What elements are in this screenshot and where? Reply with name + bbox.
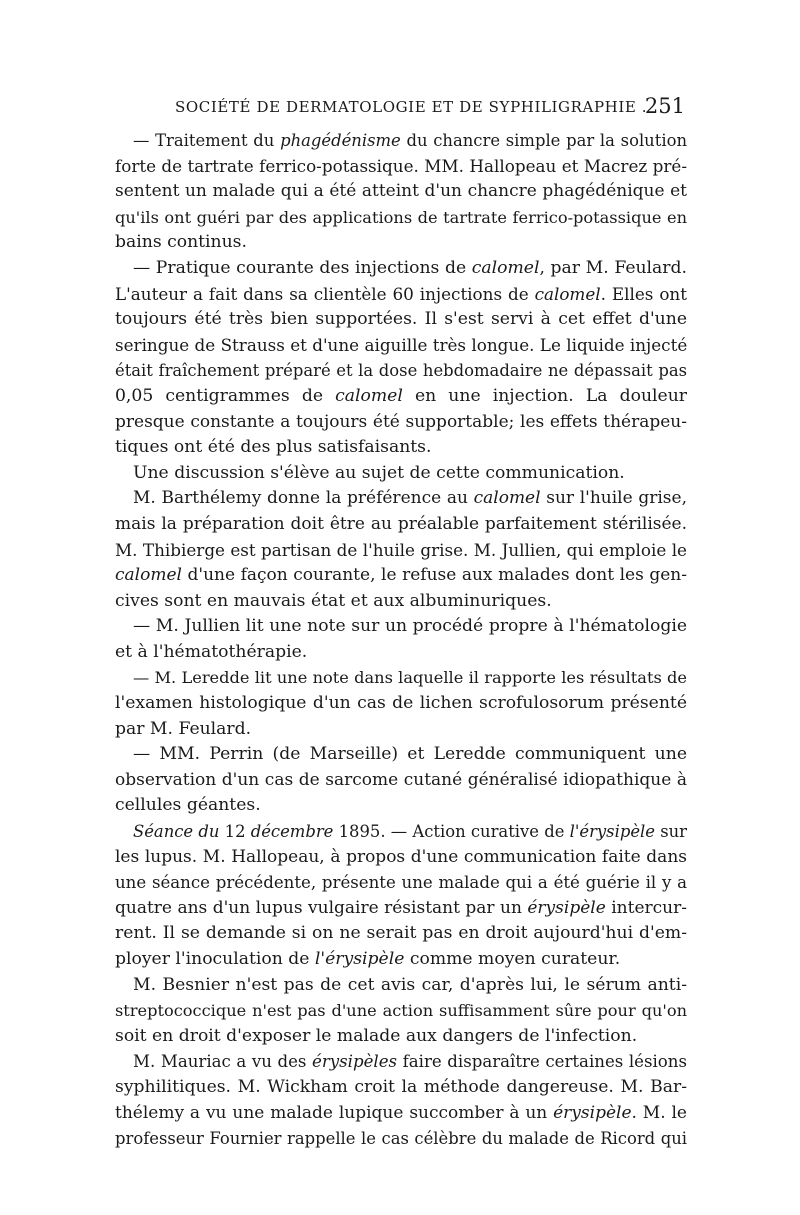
text-line — [115, 870, 687, 896]
text-line — [115, 1075, 687, 1101]
text-line — [115, 589, 687, 615]
text-segment: sur l'huile grise, — [540, 488, 687, 509]
text-segment: comme moyen curateur. — [404, 949, 621, 969]
text-segment: — M. Leredde lit une note dans laquelle il rapporte les résultats de — [133, 668, 687, 688]
text-line — [115, 435, 687, 461]
text-line — [115, 563, 687, 589]
text-segment: sentent un malade qui a été atteint d'un chancre phagédénique et — [115, 181, 687, 202]
text-segment: ployer l'inoculation de — [115, 949, 315, 969]
italic-text-segment: calomel — [115, 565, 182, 586]
text-line — [115, 486, 687, 512]
text-line — [115, 256, 687, 282]
text-segment: . Elles ont — [600, 283, 687, 304]
text-segment: toujours été très bien supportées. Il s'est servi à cet effet d'une — [115, 309, 687, 330]
text-line — [115, 384, 687, 410]
text-segment: une séance précédente, présente une malade qui a été guérie il y a — [115, 873, 687, 893]
text-segment: sur — [654, 822, 688, 842]
text-line — [115, 358, 687, 384]
text-line — [115, 614, 687, 640]
text-segment: , par M. Feulard. — [539, 257, 687, 278]
text-line — [115, 307, 687, 333]
text-segment: Une discussion s'élève au sujet de cette communication. — [133, 462, 625, 483]
italic-text-segment: Séance du — [133, 822, 220, 842]
italic-text-segment: érysipèle — [527, 897, 606, 918]
text-segment: M. Thibierge est partisan de l'huile grise. M. Jullien, qui emploie le — [115, 539, 687, 560]
italic-text-segment: calomel — [335, 385, 403, 406]
text-line — [115, 845, 687, 871]
text-line — [115, 538, 687, 564]
text-segment: était fraîchement préparé et la dose hebdomadaire ne dépassait pas — [115, 361, 687, 381]
text-segment: intercur- — [605, 897, 687, 918]
text-line — [115, 819, 687, 845]
running-title: SOCIÉTÉ DE DERMATOLOGIE ET DE SYPHILIGRAPHIE . — [175, 98, 648, 116]
running-head — [115, 96, 685, 122]
text-line — [115, 691, 687, 717]
text-segment: qu'ils ont guéri par des applications de tartrate ferrico-potassique en — [115, 207, 687, 227]
italic-text-segment: érysipèle — [553, 1102, 632, 1123]
text-segment: presque constante a toujours été supportable; les effets thérapeu- — [115, 411, 687, 432]
italic-text-segment: calomel — [471, 257, 540, 278]
text-segment: et à l'hématothérapie. — [115, 641, 308, 662]
text-line — [115, 1024, 687, 1050]
text-segment: professeur Fournier rappelle le cas célèbre du malade de Ricord qui — [115, 1129, 687, 1149]
text-line — [115, 1049, 687, 1075]
text-line — [115, 768, 687, 794]
text-segment: du chancre simple par la solution — [400, 131, 687, 150]
italic-text-segment: calomel — [473, 488, 541, 509]
text-segment: les lupus. M. Hallopeau, à propos d'une communication faite dans — [115, 846, 687, 867]
text-line — [115, 410, 687, 436]
text-segment: cives sont en mauvais état et aux albuminuriques. — [115, 590, 552, 611]
text-segment: — Pratique courante des injections de — [133, 257, 472, 278]
text-segment: 1895. — Action curative de — [333, 822, 570, 842]
text-line — [115, 333, 687, 359]
text-line — [115, 128, 687, 154]
italic-text-segment: calomel — [534, 283, 601, 304]
italic-text-segment: érysipèles — [312, 1052, 398, 1072]
text-line — [115, 793, 687, 819]
text-segment: M. Mauriac a vu des — [133, 1052, 312, 1072]
text-segment: tiques ont été des plus satisfaisants. — [115, 437, 432, 458]
text-line — [115, 665, 687, 691]
text-line — [115, 154, 687, 180]
text-segment: L'auteur a fait dans sa clientèle 60 injections de — [115, 283, 535, 304]
body-text — [115, 128, 687, 1152]
text-segment: faire disparaître certaines lésions — [397, 1052, 687, 1072]
italic-text-segment: l'érysipèle — [314, 949, 405, 969]
text-segment: rent. Il se demande si on ne serait pas en droit aujourd'hui d'em- — [115, 923, 687, 944]
text-line — [115, 947, 687, 973]
text-segment: observation d'un cas de sarcome cutané généralisé idiopathique à — [115, 769, 687, 790]
page-number: 251 — [644, 94, 685, 118]
text-line — [115, 461, 687, 487]
text-line — [115, 179, 687, 205]
text-segment: syphilitiques. M. Wickham croit la méthode dangereuse. M. Bar- — [115, 1076, 687, 1097]
text-segment: . M. le — [631, 1102, 687, 1123]
text-line — [115, 973, 687, 999]
text-segment: — Traitement du — [133, 131, 281, 150]
text-line — [115, 282, 687, 308]
text-line — [115, 717, 687, 743]
text-segment: streptococcique n'est pas d'une action suffisamment sûre pour qu'on — [115, 1001, 687, 1021]
text-segment: bains continus. — [115, 232, 247, 253]
text-segment: d'une façon courante, le refuse aux malades dont les gen- — [181, 565, 687, 586]
text-line — [115, 1126, 687, 1152]
text-line — [115, 998, 687, 1024]
text-segment: seringue de Strauss et d'une aiguille très longue. Le liquide injecté — [115, 334, 688, 355]
text-segment: l'examen histologique d'un cas de lichen scrofulosorum présenté — [115, 693, 687, 714]
text-segment: — M. Jullien lit une note sur un procédé propre à l'hématologie — [133, 616, 687, 637]
italic-text-segment: phagédénisme — [280, 131, 401, 150]
text-segment: 0,05 centigrammes de — [115, 385, 336, 406]
text-segment: M. Barthélemy donne la préférence au — [133, 488, 474, 509]
italic-text-segment: décembre — [250, 822, 334, 842]
text-line — [115, 896, 687, 922]
text-segment: — MM. Perrin (de Marseille) et Leredde communiquent une — [133, 744, 687, 765]
text-line — [115, 742, 687, 768]
text-segment: soit en droit d'exposer le malade aux dangers de l'infection. — [115, 1025, 638, 1046]
italic-text-segment: l'érysipèle — [569, 822, 655, 842]
text-segment: forte de tartrate ferrico-potassique. MM. Hallopeau et Macrez pré- — [115, 155, 687, 176]
text-segment: par M. Feulard. — [115, 718, 252, 739]
text-line — [115, 205, 687, 231]
text-segment: thélemy a vu une malade lupique succomber à un — [115, 1102, 554, 1123]
text-segment: cellules géantes. — [115, 795, 261, 816]
text-segment: 12 — [219, 822, 251, 842]
text-segment: quatre ans d'un lupus vulgaire résistant par un — [115, 897, 528, 918]
text-line — [115, 512, 687, 538]
text-line — [115, 640, 687, 666]
text-segment: mais la préparation doit être au préalable parfaitement stérilisée. — [115, 513, 687, 534]
text-segment: en une injection. La douleur — [402, 385, 687, 406]
text-line — [115, 230, 687, 256]
text-line — [115, 1101, 687, 1127]
text-line — [115, 921, 687, 947]
text-segment: M. Besnier n'est pas de cet avis car, d'après lui, le sérum anti- — [133, 974, 687, 995]
